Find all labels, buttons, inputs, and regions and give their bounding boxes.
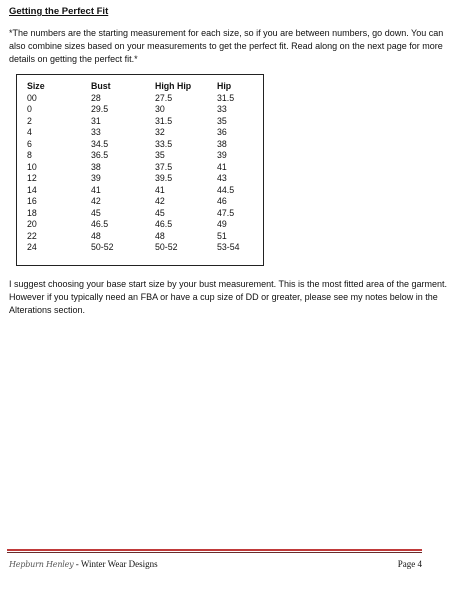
cell-hip: 44.5 <box>217 184 235 195</box>
table-row <box>27 185 257 197</box>
cell-hip: 43 <box>217 173 227 183</box>
size-chart-body <box>27 93 257 254</box>
cell-size: 22 <box>27 230 37 241</box>
cell-size: 12 <box>27 173 37 183</box>
table-row <box>27 173 257 185</box>
size-chart-header-row <box>27 81 257 93</box>
cell-hip: 51 <box>217 230 227 241</box>
table-row <box>27 93 257 105</box>
intro-paragraph: *The numbers are the starting measurement for each size, so if you are between numbers, go down. You can also combine sizes based on your measurements to get the perfect fit. Read along on the next page for more details on getting the perfect fit.* <box>9 28 444 64</box>
cell-hip: 49 <box>217 219 227 229</box>
cell-hip: 47.5 <box>217 207 235 218</box>
table-row <box>27 127 257 139</box>
cell-bust: 31 <box>91 115 101 126</box>
cell-size: 18 <box>27 207 37 218</box>
column-header-bust: Bust <box>91 81 111 91</box>
cell-size: 8 <box>27 150 32 160</box>
column-header-size: Size <box>27 81 45 91</box>
cell-size: 24 <box>27 242 37 252</box>
cell-high-hip: 50-52 <box>155 242 178 252</box>
cell-hip: 41 <box>217 161 227 172</box>
table-row <box>27 242 257 254</box>
table-row <box>27 208 257 220</box>
cell-high-hip: 46.5 <box>155 219 173 229</box>
cell-size: 16 <box>27 196 37 206</box>
cell-hip: 38 <box>217 138 227 149</box>
cell-hip: 36 <box>217 127 227 137</box>
table-row <box>27 196 257 208</box>
column-header-high-hip: High Hip <box>155 81 192 91</box>
page-heading: Getting the Perfect Fit <box>9 6 109 17</box>
cell-high-hip: 48 <box>155 230 165 241</box>
cell-high-hip: 35 <box>155 150 165 160</box>
cell-hip: 39 <box>217 150 227 160</box>
cell-high-hip: 32 <box>155 127 165 137</box>
table-row <box>27 231 257 243</box>
cell-size: 4 <box>27 127 32 137</box>
cell-bust: 48 <box>91 230 101 241</box>
cell-bust: 29.5 <box>91 104 109 114</box>
table-row <box>27 104 257 116</box>
cell-size: 14 <box>27 184 37 195</box>
cell-bust: 46.5 <box>91 219 109 229</box>
cell-hip: 46 <box>217 196 227 206</box>
cell-high-hip: 31.5 <box>155 115 173 126</box>
cell-size: 0 <box>27 104 32 114</box>
sizing-note: I suggest choosing your base start size by your bust measurement. This is the most fitted area of the garment. However if you typically need an FBA or have a cup size of DD or greater, please see my notes below in the Alterations section. <box>9 279 448 315</box>
cell-hip: 33 <box>217 104 227 114</box>
cell-high-hip: 27.5 <box>155 92 173 103</box>
size-chart-box <box>16 74 264 266</box>
size-chart-table <box>27 81 257 254</box>
cell-size: 00 <box>27 92 37 103</box>
cell-bust: 50-52 <box>91 242 114 252</box>
cell-high-hip: 39.5 <box>155 173 173 183</box>
cell-bust: 38 <box>91 161 101 172</box>
cell-size: 6 <box>27 138 32 149</box>
cell-hip: 31.5 <box>217 92 235 103</box>
cell-high-hip: 45 <box>155 207 165 218</box>
table-row <box>27 150 257 162</box>
cell-size: 2 <box>27 115 32 126</box>
cell-high-hip: 42 <box>155 196 165 206</box>
cell-bust: 33 <box>91 127 101 137</box>
cell-size: 20 <box>27 219 37 229</box>
cell-high-hip: 37.5 <box>155 161 173 172</box>
footer-rule-thick <box>7 549 422 551</box>
footer-brand-signature: Hepburn Henley <box>9 560 74 569</box>
cell-hip: 35 <box>217 115 227 126</box>
footer-brand-suffix: - Winter Wear Designs <box>73 559 158 569</box>
cell-high-hip: 33.5 <box>155 138 173 149</box>
cell-high-hip: 30 <box>155 104 165 114</box>
table-row <box>27 162 257 174</box>
cell-bust: 45 <box>91 207 101 218</box>
cell-hip: 53-54 <box>217 242 240 252</box>
column-header-hip: Hip <box>217 81 232 91</box>
cell-size: 10 <box>27 161 37 172</box>
cell-bust: 36.5 <box>91 150 109 160</box>
cell-bust: 39 <box>91 173 101 183</box>
cell-bust: 41 <box>91 184 101 195</box>
cell-bust: 28 <box>91 92 101 103</box>
cell-high-hip: 41 <box>155 184 165 195</box>
page-number: Page 4 <box>397 559 422 569</box>
cell-bust: 42 <box>91 196 101 206</box>
footer-rule-thin <box>7 552 422 553</box>
table-row <box>27 116 257 128</box>
table-row <box>27 219 257 231</box>
page-footer <box>9 559 422 573</box>
table-row <box>27 139 257 151</box>
cell-bust: 34.5 <box>91 138 109 149</box>
